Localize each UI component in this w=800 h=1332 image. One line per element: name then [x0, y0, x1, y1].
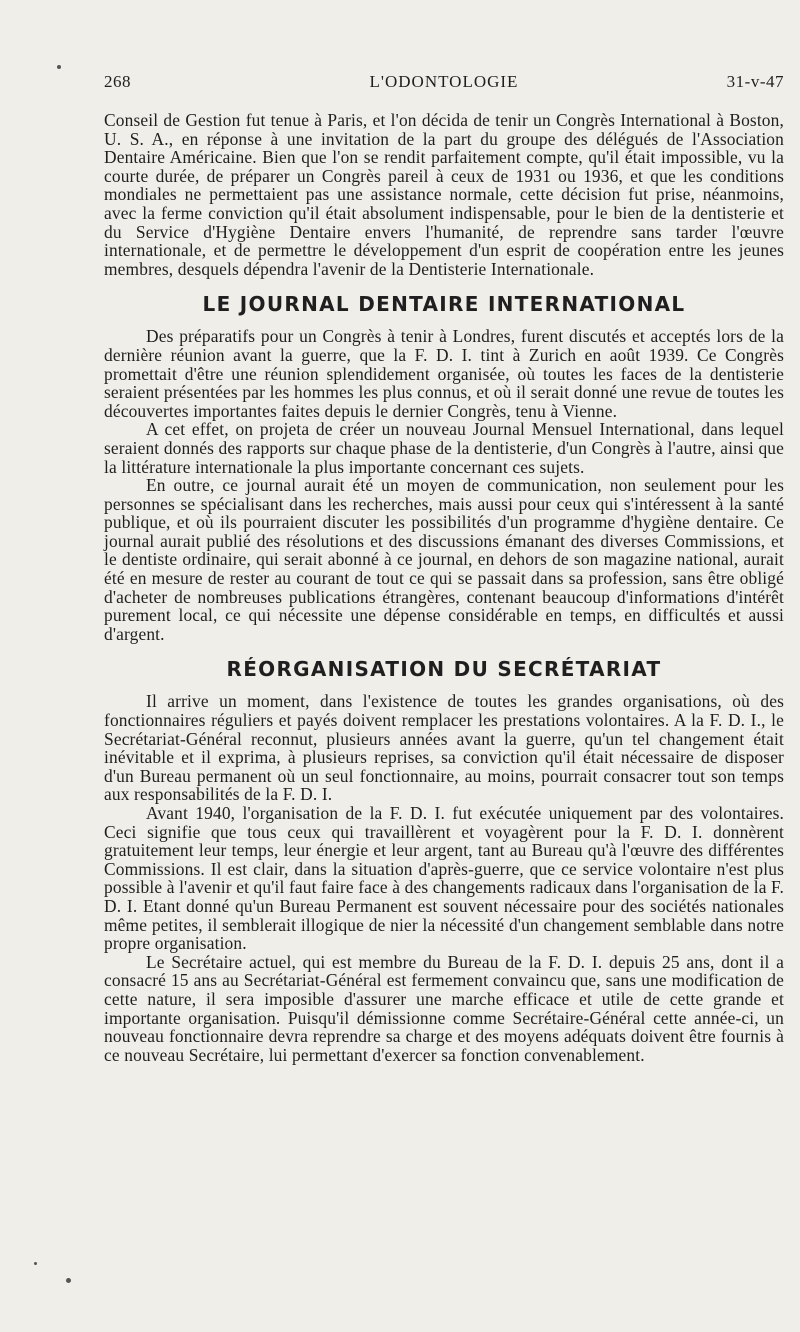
article-body	[104, 111, 784, 1064]
issue-date: 31-v-47	[726, 72, 784, 91]
paragraph: Avant 1940, l'organisation de la F. D. I. fut exécutée uniquement par des volontaires. Ceci signifie que tous ceux qui travaillèrent et voyagèrent pour la F. D. I. donnèrent gratuitement leur temps, leur énergie et leur argent, tant au Bureau qu'à l'œuvre des différentes Commissions. Il est clair, dans la situation d'après-guerre, que ce service volontaire n'est plus possible à l'avenir et qu'il faut faire face à des changements radicaux dans l'organisation de la F. D. I. Etant donné qu'un Bureau Permanent est souvent nécessaire pour des sociétés nationales même petites, il semblerait illogique de nier la nécessité d'un changement semblable dans notre propre organisation.	[104, 803, 784, 954]
paragraph: Des préparatifs pour un Congrès à tenir à Londres, furent discutés et acceptés lors de la dernière réunion avant la guerre, que la F. D. I. tint à Zurich en août 1939. Ce Congrès promettait d'être une réunion splendidement organisée, où toutes les faces de la dentisterie seraient présentées par les hommes les plus connus, et où il serait donné une revue de toutes les découvertes importantes faites depuis le dernier Congrès, tenu à Vienne.	[104, 326, 784, 421]
scan-speck	[66, 1278, 71, 1283]
paragraph: A cet effet, on projeta de créer un nouveau Journal Mensuel International, dans lequel seraient donnés des rapports sur chaque phase de la dentisterie, d'un Congrès à l'autre, ainsi que la littérature internationale la plus importante concernant ces sujets.	[104, 419, 784, 477]
intro-paragraph: Conseil de Gestion fut tenue à Paris, et l'on décida de tenir un Congrès International à Boston, U. S. A., en réponse à une invitation de la part du groupe des délégués de l'Association Dentaire Américaine. Bien que l'on se rendit parfaitement compte, qu'il était impossible, vu la courte durée, de préparer un Congrès pareil à ceux de 1931 ou 1936, et que les conditions mondiales ne permettaient pas une assistance normale, cette décision fut prise, néanmoins, avec la ferme conviction qu'il était absolument indispensable, pour le bien de la dentisterie et du Service d'Hygiène Dentaire envers l'humanité, de reprendre sans tarder l'œuvre internationale, et de permettre le développement d'un esprit de coopération entre les jeunes membres, desquels dépendra l'avenir de la Dentisterie Internationale.	[104, 110, 784, 279]
paragraph: Le Secrétaire actuel, qui est membre du Bureau de la F. D. I. depuis 25 ans, dont il a consacré 15 ans au Secrétariat-Général est fermement convaincu que, sans une modification de cette nature, il sera imposible d'assurer une marche efficace et utile de cette grande et importante organisation. Puisqu'il démissionne comme Secrétaire-Général cette année-ci, un nouveau fonctionnaire devra reprendre sa charge et des moyens adéquats doivent être fournis à ce nouveau Secrétaire, lui permettant d'exercer sa fonction convenablement.	[104, 951, 784, 1065]
section-heading-journal: LE JOURNAL DENTAIRE INTERNATIONAL	[202, 292, 686, 317]
page-number: 268	[104, 72, 131, 91]
journal-title: L'ODONTOLOGIE	[369, 72, 519, 91]
paragraph: En outre, ce journal aurait été un moyen de communication, non seulement pour les personnes se spécialisant dans les recherches, mais aussi pour ceux qui s'intéressent à la santé publique, et où ils pourraient discuter les possibilités d'un programme d'hygiène dentaire. Ce journal aurait publié des résolutions et des discussions émanant des diverses Commissions, et le dentiste ordinaire, qui serait abonné à ce journal, en dehors de son magazine national, aurait été en mesure de rester au courant de tout ce qui se passait dans sa profession, sans être obligé d'acheter de nombreuses publications étrangères, contenant beaucoup d'informations d'intérêt purement local, ce qui nécessite une dépense considérable en temps, en difficultés et aussi d'argent.	[104, 475, 784, 644]
paragraph: Il arrive un moment, dans l'existence de toutes les grandes organisations, où des fonctionnaires réguliers et payés doivent remplacer les prestations volontaires. A la F. D. I., le Secrétariat-Général reconnut, plusieurs années avant la guerre, qu'un tel changement était inévitable et il exprima, à plusieurs reprises, sa conviction qu'il était nécessaire de disposer d'un Bureau permanent où un seul fonctionnaire, au moins, pourrait consacrer tout son temps aux responsabilités de la F. D. I.	[104, 691, 784, 805]
section-heading-reorganisation: RÉORGANISATION DU SECRÉTARIAT	[226, 657, 662, 682]
document-page	[104, 66, 784, 1064]
scan-speck	[34, 1262, 37, 1265]
scan-speck	[57, 65, 61, 69]
running-header	[104, 66, 784, 96]
